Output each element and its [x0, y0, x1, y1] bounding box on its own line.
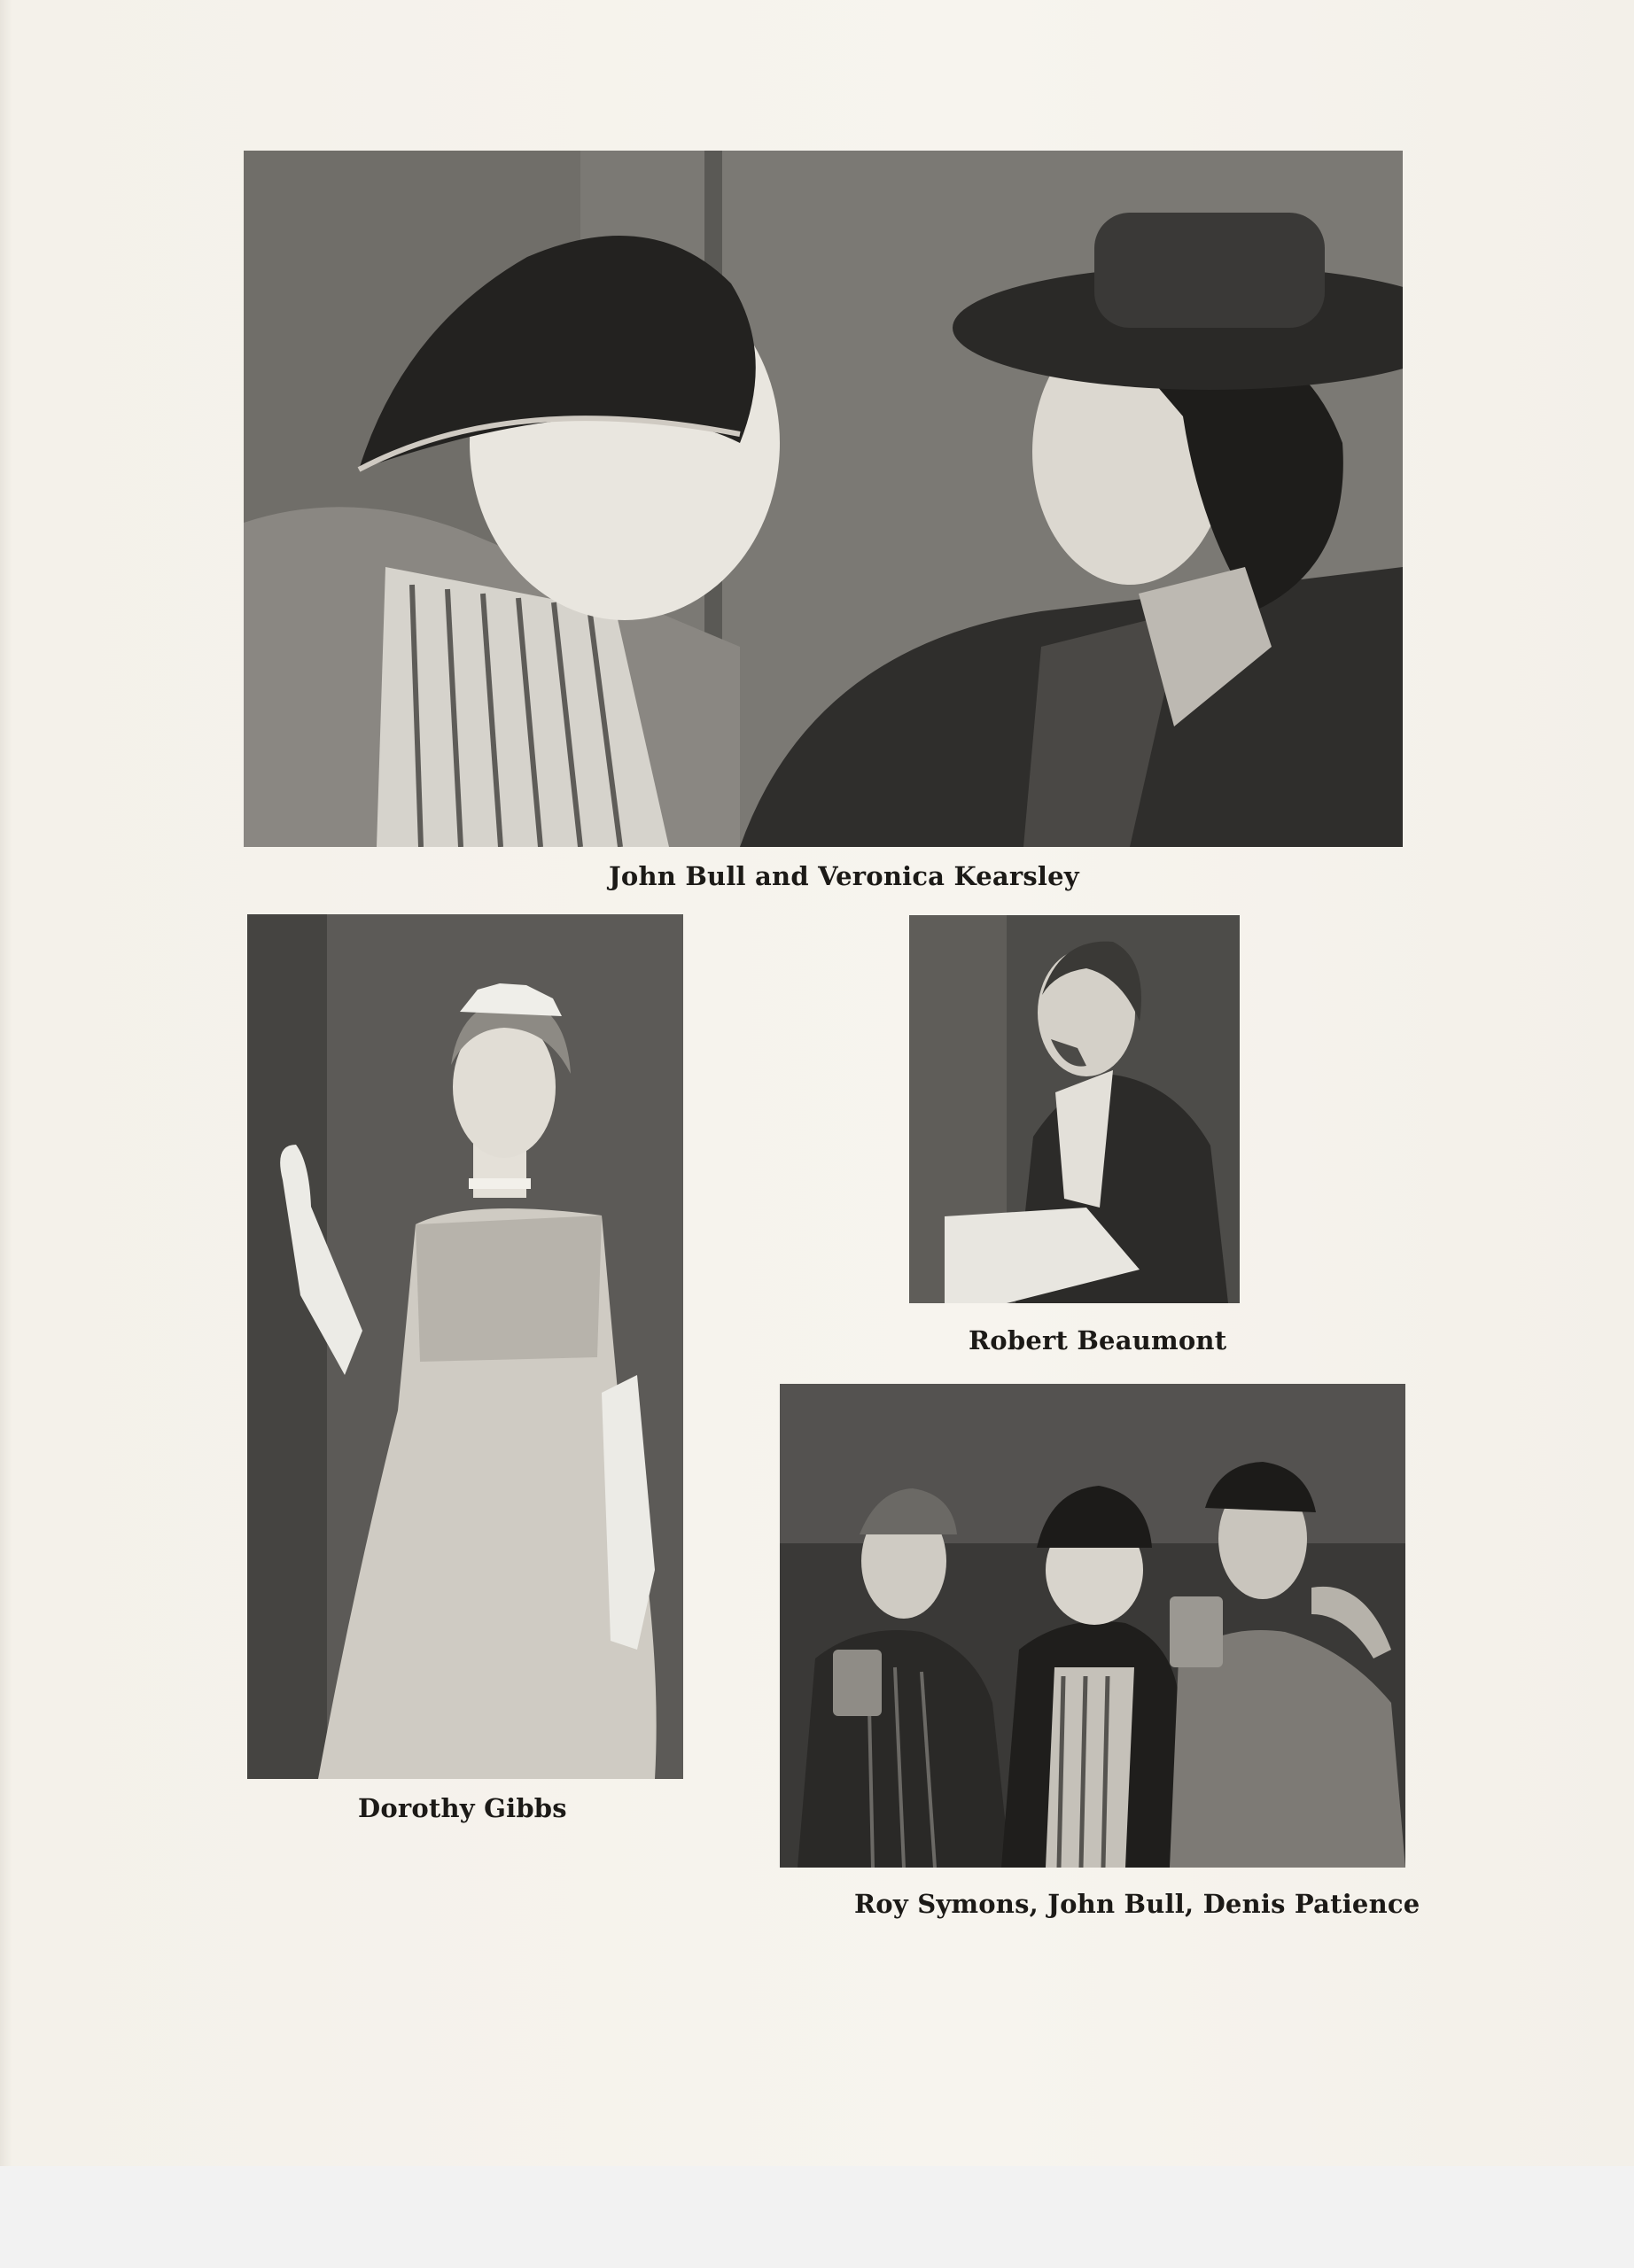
- caption-bull-kearsley: John Bull and Veronica Kearsley: [609, 861, 1079, 891]
- caption-robert-beaumont: Robert Beaumont: [969, 1325, 1227, 1355]
- caption-dorothy-gibbs: Dorothy Gibbs: [358, 1793, 567, 1823]
- scanner-margin: [0, 2166, 1634, 2268]
- photo-dorothy-gibbs: [247, 914, 683, 1779]
- caption-trio: Roy Symons, John Bull, Denis Patience: [854, 1889, 1420, 1919]
- photo-trio: [780, 1384, 1405, 1868]
- photo-bull-kearsley: [244, 151, 1403, 847]
- photo-robert-beaumont: [909, 915, 1240, 1303]
